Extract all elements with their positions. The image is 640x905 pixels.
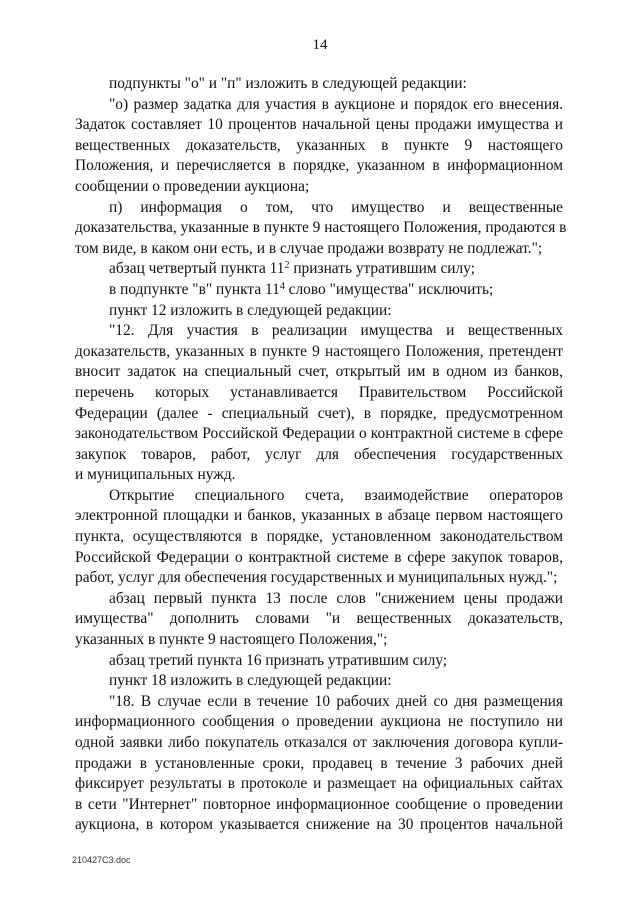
text-line xyxy=(75,404,563,425)
text-line xyxy=(75,156,563,177)
text-segment: в сети "Интернет" повторное информационное сообщение о проведении xyxy=(75,795,563,813)
text-line xyxy=(75,568,563,589)
text-line xyxy=(75,671,563,692)
text-line xyxy=(75,548,563,569)
text-segment: законодательством Российской Федерации о контрактной системе в сфере xyxy=(75,425,563,443)
text-line xyxy=(75,651,563,672)
text-line xyxy=(75,74,563,95)
text-line xyxy=(75,795,563,816)
text-segment: абзац четвертый пункта 11 xyxy=(109,260,285,278)
text-segment: сообщении о проведении аукциона; xyxy=(75,177,310,195)
text-line xyxy=(75,136,563,157)
text-line xyxy=(75,712,563,733)
document-body xyxy=(75,74,567,836)
text-segment: "12. Для участия в реализации имущества и вещественных xyxy=(109,322,563,340)
text-segment: пункт 18 изложить в следующей редакции: xyxy=(109,672,392,690)
text-segment: Положения, и перечисляется в порядке, указанном в информационном xyxy=(75,157,563,175)
page-number: 14 xyxy=(312,37,328,53)
text-segment: доказательства, указанные в пункте 9 настоящего Положения, продаются в xyxy=(75,219,567,237)
text-segment: слово "имущества" исключить; xyxy=(284,280,494,298)
text-segment: "18. В случае если в течение 10 рабочих дней со дня размещения xyxy=(109,692,563,710)
text-line xyxy=(75,527,563,548)
text-segment: подпункты "о" и "п" изложить в следующей редакции: xyxy=(109,75,467,92)
text-line xyxy=(75,692,563,713)
superscript: 4 xyxy=(279,280,285,292)
text-segment: п) информация о том, что имущество и вещественные xyxy=(109,198,563,216)
text-segment: информационного сообщения о проведении аукциона не поступило ни xyxy=(75,713,563,731)
text-line xyxy=(75,218,567,239)
text-line xyxy=(75,383,563,404)
text-segment: продажи в установленные сроки, продавец в течение 3 рабочих дней xyxy=(75,754,563,772)
text-segment: доказательств, указанных в пункте 9 настоящего Положения, претендент xyxy=(75,342,563,360)
text-line xyxy=(75,239,563,260)
text-line xyxy=(75,362,563,383)
text-line xyxy=(75,486,563,507)
text-line xyxy=(75,589,563,610)
text-segment: электронной площадки и банков, указанных в абзаце первом настоящего xyxy=(75,507,563,525)
text-line xyxy=(75,301,563,322)
text-segment: вносит задаток на специальный счет, открытый им в одном из банков, xyxy=(75,363,563,381)
text-segment: абзац третий пункта 16 признать утратившим силу; xyxy=(109,651,448,669)
text-segment: абзац первый пункта 13 после слов "снижением цены продажи xyxy=(109,589,563,607)
text-segment: в подпункте "в" пункта 11 xyxy=(109,280,280,298)
text-segment: "о) размер задатка для участия в аукционе и порядок его внесения. xyxy=(109,95,563,113)
text-line xyxy=(75,445,563,466)
text-line xyxy=(75,733,563,754)
superscript: 2 xyxy=(284,260,290,272)
text-line xyxy=(75,95,563,116)
text-line xyxy=(75,465,563,486)
text-segment: вещественных доказательств, указанных в пункте 9 настоящего xyxy=(75,136,563,154)
text-segment: том виде, в каком они есть, и в случае продажи возврату не подлежат."; xyxy=(75,239,543,257)
text-line xyxy=(75,630,563,651)
text-segment: перечень которых устанавливается Правительством Российской xyxy=(75,383,563,401)
footer-filename: 210427С3.doc xyxy=(72,855,131,865)
text-segment: имущества" дополнить словами "и вещественных доказательств, xyxy=(75,610,563,628)
text-line xyxy=(75,259,563,280)
text-segment: Открытие специального счета, взаимодействие операторов xyxy=(109,486,563,504)
text-segment: пункта, осуществляются в порядке, установленном законодательством xyxy=(75,528,563,546)
text-segment: закупок товаров, работ, услуг для обеспечения государственных xyxy=(75,445,563,463)
text-line xyxy=(75,754,563,775)
text-segment: Российской Федерации о контрактной системе в сфере закупок товаров, xyxy=(75,548,563,566)
text-segment: Федерации (далее - специальный счет), в порядке, предусмотренном xyxy=(75,404,563,422)
text-line xyxy=(75,774,563,795)
text-line xyxy=(75,198,563,219)
text-segment: фиксирует результаты в протоколе и размещает на официальных сайтах xyxy=(75,775,563,793)
text-line xyxy=(75,424,563,445)
text-line xyxy=(75,609,563,630)
text-segment: работ, услуг для обеспечения государственных и муниципальных нужд."; xyxy=(75,569,558,587)
text-line xyxy=(75,506,563,527)
text-segment: признать утратившим силу; xyxy=(289,260,475,278)
text-line xyxy=(75,115,563,136)
text-segment: аукциона, в котором указывается снижение на 30 процентов начальной xyxy=(75,816,563,834)
text-segment: и муниципальных нужд. xyxy=(75,466,236,484)
text-line xyxy=(75,815,563,836)
text-line xyxy=(75,177,563,198)
text-segment: одной заявки либо покупатель отказался от заключения договора купли- xyxy=(75,734,563,751)
text-line xyxy=(75,321,563,342)
text-segment: указанных в пункте 9 настоящего Положения,"; xyxy=(75,631,388,649)
text-segment: Задаток составляет 10 процентов начальной цены продажи имущества и xyxy=(75,116,563,134)
text-line xyxy=(75,280,563,301)
text-segment: пункт 12 изложить в следующей редакции: xyxy=(109,301,392,319)
text-line xyxy=(75,342,563,363)
